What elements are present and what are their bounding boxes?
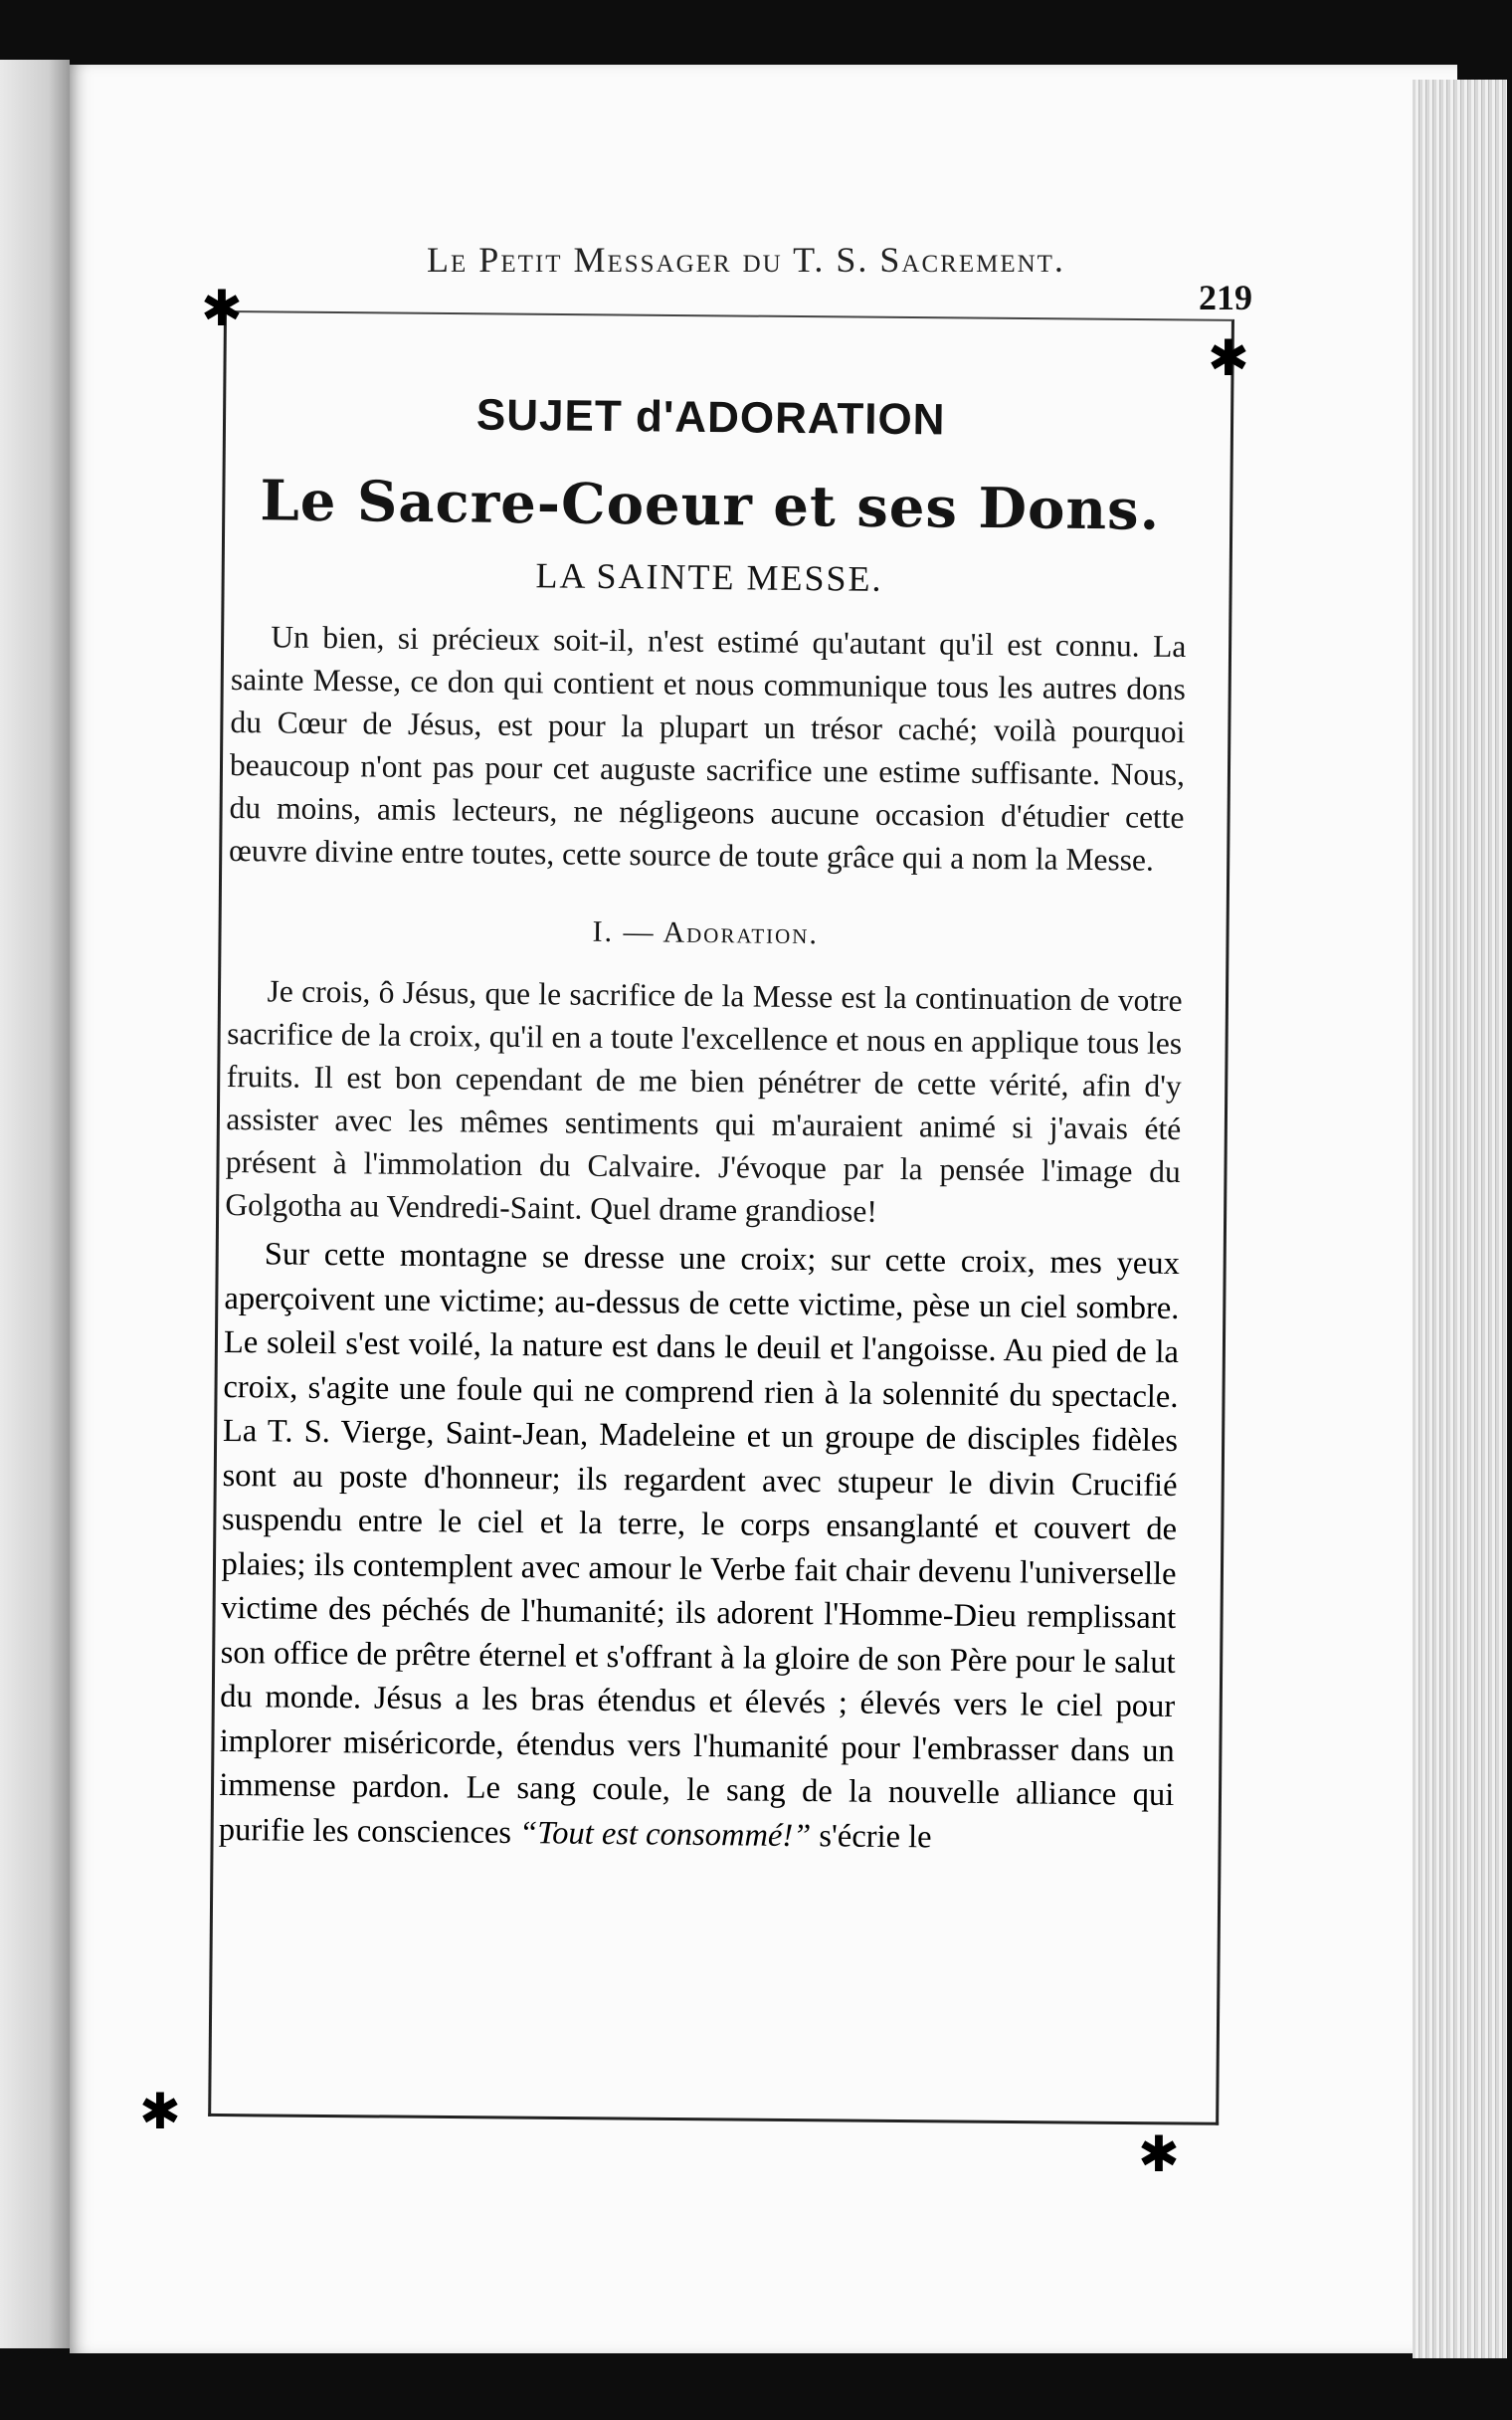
article-kicker: SUJET d'ADORATION	[475, 390, 946, 445]
section-title: I. — Adoration.	[592, 914, 820, 951]
article-title: Le Sacre-Coeur et ses Dons.	[260, 468, 1161, 543]
intro-paragraph: Un bien, si précieux soit-il, n'est estimé qu'autant qu'il est connu. La sainte Messe, ce don qui contient et nous communique tous les autres dons du Cœur de Jésus, est pour la plupart un trésor caché; voilà pourquoi beaucoup n'ont pas pour cet auguste sacrifice une estime suffisante. Nous, du moins, amis lecteurs, ne négligeons aucune occasion d'étudier cette œuvre divine entre toutes, cette source de toute grâce qui a nom la Messe.	[228, 619, 1187, 878]
paragraph-1: Je crois, ô Jésus, que le sacrifice de la Messe est la continuation de votre sacrifice de la croix, qu'il en a toute l'excellence et nous en applique tous les fruits. Il est bon cependant de me bien pénétrer de cette vérité, afin d'y assister avec les mêmes sentiments qui m'auraient animé si j'avais été présent à l'immolation du Calvaire. J'évoque par la pensée l'image du Golgotha au Vendredi-Saint. Quel drame grandiose!	[225, 973, 1183, 1229]
page-number: 219	[1199, 278, 1252, 317]
corner-asterisk-icon: ✱	[1208, 329, 1249, 387]
paragraph-2-end: s'écrie le	[811, 1817, 932, 1855]
article-body	[219, 388, 1189, 1868]
corner-asterisk-icon: ✱	[1138, 2125, 1180, 2183]
paragraph-2-text: Sur cette montagne se dresse une croix; sur cette croix, mes yeux aperçoivent une victime; au-dessus de cette victime, pèse un ciel sombre. Le soleil s'est voilé, la nature est dans le deuil et l'angoisse. Au pied de la croix, s'agite une foule qui ne comprend rien à la solennité du spectacle. La T. S. Vierge, Saint-Jean, Madeleine et un groupe de disciples fidèles sont au poste d'honneur; ils regardent avec stupeur le divin Crucifié suspendu entre le ciel et la terre, le corps ensanglanté et couvert de plaies; ils contemplent avec amour le Verbe fait chair devenu l'universelle victime des péchés de l'humanité; ils adorent l'Homme-Dieu remplissant son office de prêtre éternel et s'offrant à la gloire de son Père pour le salut du monde. Jésus a les bras étendus et élevés ; élevés vers le ciel pour implorer miséricorde, étendus vers l'humanité pour l'embrasser dans un immense pardon. Le sang coule, le sang de la nouvelle alliance qui purifie les consciences	[218, 1236, 1181, 1851]
article-subheading: LA SAINTE MESSE.	[535, 555, 883, 599]
paragraph-2-quote: “Tout est consommé!”	[518, 1814, 812, 1854]
corner-asterisk-icon: ✱	[201, 280, 243, 337]
running-header: Le Petit Messager du T. S. Sacrement.	[427, 240, 1065, 280]
corner-asterisk-icon: ✱	[139, 2083, 181, 2140]
facing-page-edge	[0, 60, 70, 2348]
paragraph-2	[219, 1232, 1180, 1862]
page-stack-edge	[1413, 80, 1507, 2358]
